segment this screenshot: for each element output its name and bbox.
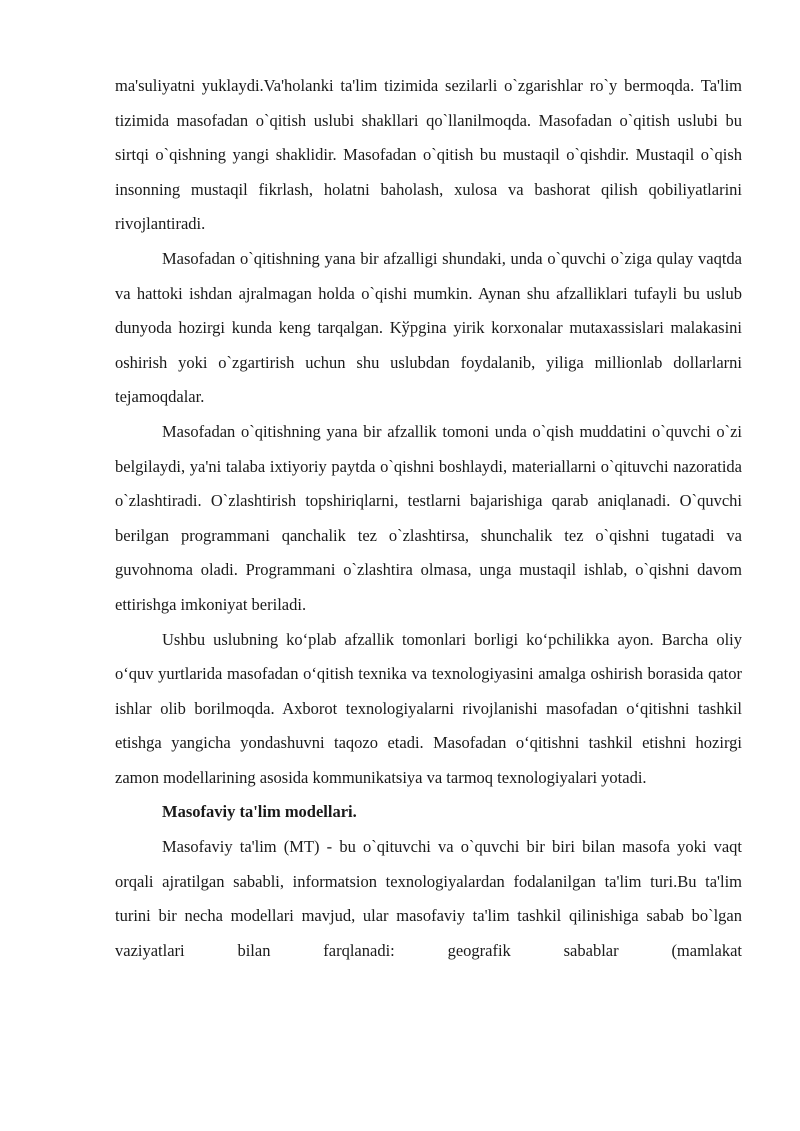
paragraph-technology-approach: Ushbu uslubning ko‘plab afzallik tomonlari borligi ko‘pchilikka ayon. Barcha oliy o‘quv yurtlarida masofadan o‘qitish texnika va texnologiyasini amalga oshirish borasida qator ishlar olib borilmoqda. Axborot texnologiyalarni rivojlanishi masofadan o‘qitishni tashkil etishga yangicha yondashuvni taqozo etadi. Masofadan o‘qitishni tashkil etishni hozirgi zamon modellarining asosida kommunikatsiya va tarmoq texnologiyalari yotadi. bbox=[115, 629, 742, 787]
paragraph-advantage-flexible-time: Masofadan o`qitishning yana bir afzalligi shundaki, unda o`quvchi o`ziga qulay vaqtda va hattoki ishdan ajralmagan holda o`qishi mumkin. Aynan shu afzalliklari tufayli bu uslub dunyoda hozirgi kunda keng tarqalgan. Kўpgina yirik korxonalar mutaxassislari malakasini oshirish yoki o`zgartirish uchun shu uslubdan foydalanib, yiliga millionlab dollarlarni tejamoqdalar. bbox=[115, 248, 742, 407]
paragraph-continuation: ma'suliyatni yuklaydi.Va'holanki ta'lim tizimida sezilarli o`zgarishlar ro`y bermoqda. Ta'lim tizimida masofadan o`qitish uslubi shakllari qo`llanilmoqda. Masofadan o`qitish uslubi bu sirtqi o`qishning yangi shaklidir. Masofadan o`qitish bu mustaqil o`qishdir. Mustaqil o`qish insonning mustaqil fikrlash, holatni baholash, xulosa va bashorat qilish qobiliyatlarini rivojlantiradi. bbox=[115, 76, 742, 234]
paragraph-distance-learning-definition: Masofaviy ta'lim (MT) - bu o`qituvchi va o`quvchi bir biri bilan masofa yoki vaqt orqali ajratilgan sababli, informatsion texnologiyalardan fodalanilgan ta'lim turi.Bu ta'lim turini bir necha modellari mavjud, ular masofaviy ta'lim tashkil qilinishiga sabab bo`lgan vaziyatlari bilan farqlanadi: geografik sabablar (mamlakat bbox=[115, 837, 742, 960]
paragraph-advantage-self-paced: Masofadan o`qitishning yana bir afzallik tomoni unda o`qish muddatini o`quvchi o`zi belgilaydi, ya'ni talaba ixtiyoriy paytda o`qishni boshlaydi, materiallarni o`qituvchi nazoratida o`zlashtiradi. O`zlashtirish topshiriqlarni, testlarni bajarishiga qarab aniqlanadi. O`quvchi berilgan programmani qanchalik tez o`zlashtirsa, shunchalik tez o`qishni tugatadi va guvohnoma oladi. Programmani o`zlashtira olmasa, unga mustaqil ishlab, o`qishni davom ettirishga imkoniyat beriladi. bbox=[115, 421, 742, 614]
section-heading: Masofaviy ta'lim modellari. bbox=[162, 802, 357, 822]
document-body bbox=[115, 69, 742, 968]
